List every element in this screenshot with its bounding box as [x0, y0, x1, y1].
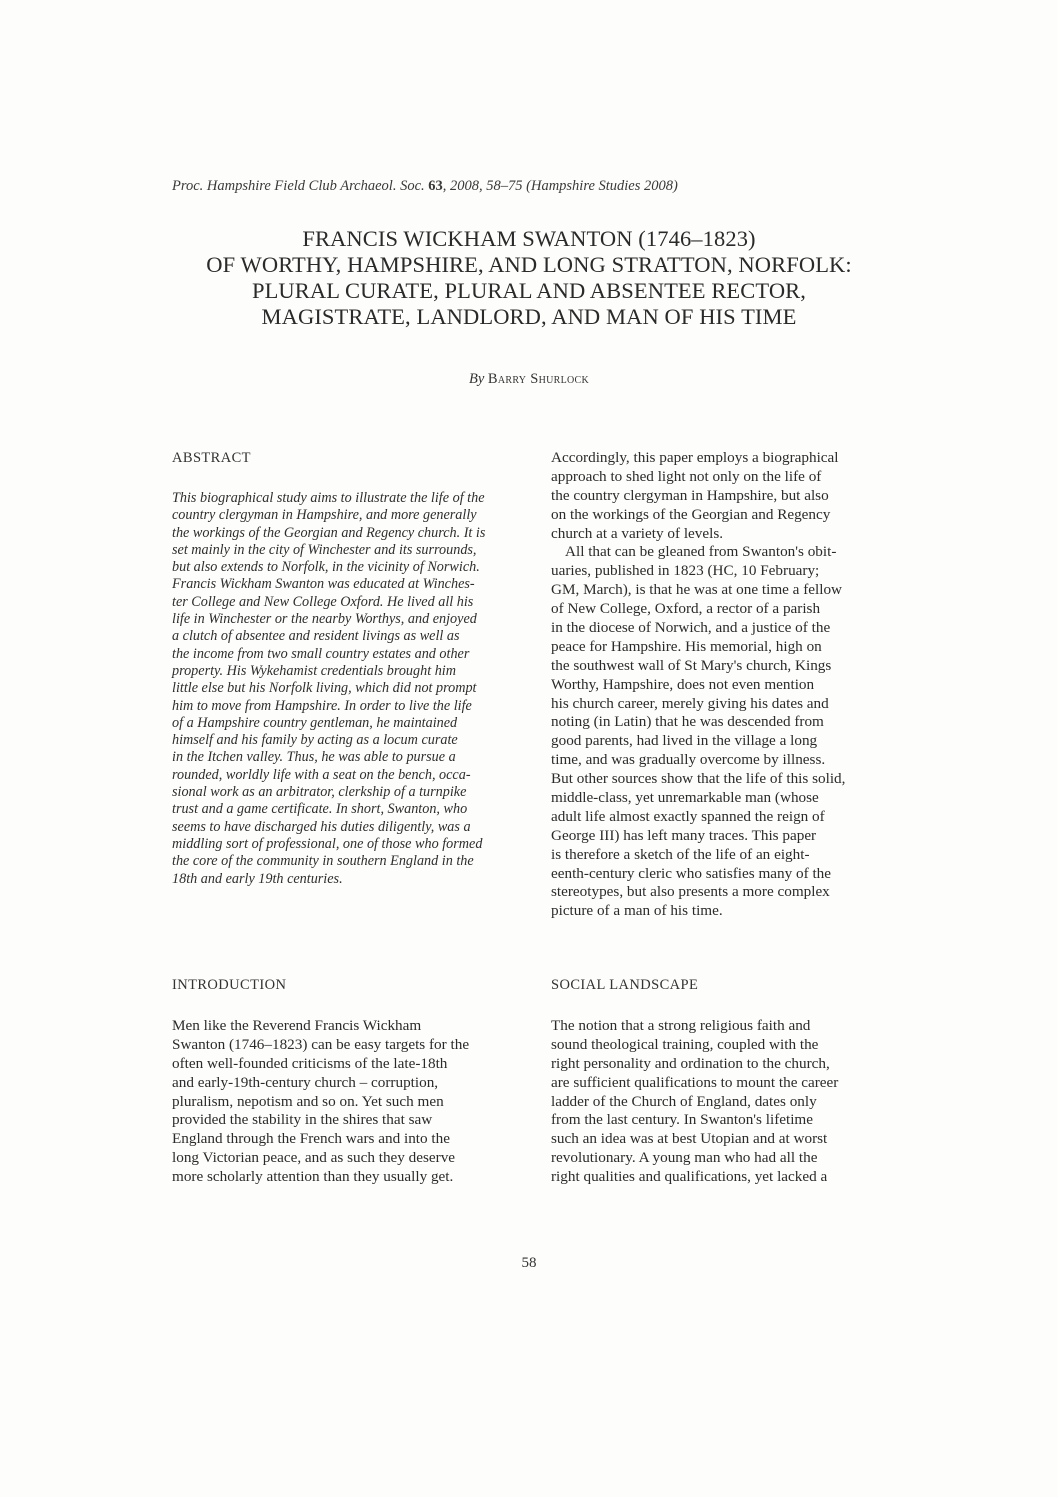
abstract-line: country clergyman in Hampshire, and more generally	[172, 507, 477, 524]
running-head	[172, 178, 932, 195]
body-line: uaries, published in 1823 (HC, 10 February;	[551, 562, 820, 580]
body-line: picture of a man of his time.	[551, 902, 723, 920]
body-line: adult life almost exactly spanned the reign of	[551, 807, 825, 825]
introduction-line: more scholarly attention than they usually get.	[172, 1168, 454, 1186]
title-line: MAGISTRATE, LANDLORD, AND MAN OF HIS TIME	[261, 304, 797, 329]
abstract-heading: ABSTRACT	[172, 450, 251, 466]
social-landscape-line: ladder of the Church of England, dates only	[551, 1092, 817, 1110]
abstract-text	[172, 490, 536, 888]
introduction-line: pluralism, nepotism and so on. Yet such men	[172, 1092, 444, 1110]
running-head-suffix: , 2008, 58–75 (Hampshire Studies 2008)	[442, 178, 678, 194]
body-line: on the workings of the Georgian and Regency	[551, 505, 831, 523]
abstract-line: in the Itchen valley. Thus, he was able to pursue a	[172, 749, 456, 766]
social-landscape-line: right qualities and qualifications, yet lacked a	[551, 1168, 828, 1186]
title-line: OF WORTHY, HAMPSHIRE, AND LONG STRATTON, NORFOLK:	[206, 252, 852, 277]
abstract-line: sional work as an arbitrator, clerkship of a turnpike	[172, 784, 467, 801]
abstract-line: trust and a game certificate. In short, Swanton, who	[172, 801, 468, 818]
social-landscape-line: The notion that a strong religious faith and	[551, 1017, 811, 1034]
abstract-line: the workings of the Georgian and Regency church. It is	[172, 524, 486, 541]
social-landscape-line: are sufficient qualifications to mount the career	[551, 1073, 839, 1091]
body-line: noting (in Latin) that he was descended from	[551, 713, 824, 731]
abstract-line: of a Hampshire country gentleman, he maintained	[172, 714, 458, 731]
body-line: But other sources show that the life of this solid,	[551, 770, 846, 788]
author-name: Barry Shurlock	[487, 371, 590, 387]
page-number: 58	[521, 1255, 537, 1271]
running-head-prefix: Proc. Hampshire Field Club Archaeol. Soc.	[172, 178, 425, 194]
social-landscape-line: sound theological training, coupled with the	[551, 1035, 819, 1053]
title-line: PLURAL CURATE, PLURAL AND ABSENTEE RECTOR,	[251, 278, 807, 303]
body-line: stereotypes, but also presents a more complex	[551, 883, 830, 901]
body-line: GM, March), is that he was at one time a fellow	[551, 581, 843, 599]
body-line: his church career, merely giving his dates and	[551, 694, 829, 712]
body-line: the country clergyman in Hampshire, but also	[551, 486, 829, 504]
abstract-line: 18th and early 19th centuries.	[172, 870, 343, 887]
introduction-line: England through the French wars and into the	[172, 1130, 450, 1148]
introduction-line: long Victorian peace, and as such they deserve	[172, 1149, 456, 1167]
abstract-line: property. His Wykehamist credentials brought him	[172, 662, 456, 679]
body-line: All that can be gleaned from Swanton's obit-	[565, 543, 837, 561]
abstract-line: him to move from Hampshire. In order to live the life	[172, 697, 472, 714]
abstract-line: seems to have discharged his duties diligently, was a	[172, 818, 471, 835]
body-line: good parents, had lived in the village a long	[551, 732, 818, 750]
body-line: of New College, Oxford, a rector of a parish	[551, 600, 821, 618]
title-line: FRANCIS WICKHAM SWANTON (1746–1823)	[302, 226, 756, 251]
body-line: time, and was gradually overcome by illness.	[551, 751, 826, 769]
abstract-line: himself and his family by acting as a locum curate	[172, 732, 458, 749]
social-landscape-text	[551, 1017, 915, 1187]
introduction-line: provided the stability in the shires that saw	[172, 1111, 433, 1129]
body-line: peace for Hampshire. His memorial, high on	[551, 637, 822, 655]
social-landscape-line: such an idea was at best Utopian and at worst	[551, 1130, 828, 1148]
introduction-line: Swanton (1746–1823) can be easy targets for the	[172, 1035, 470, 1053]
introduction-text	[172, 1017, 536, 1187]
abstract-line: the income from two small country estates and other	[172, 645, 470, 662]
abstract-line: a clutch of absentee and resident livings as well as	[172, 628, 460, 645]
body-line: in the diocese of Norwich, and a justice of the	[551, 619, 831, 637]
body-line: Worthy, Hampshire, does not even mention	[551, 675, 815, 693]
social-landscape-line: right personality and ordination to the church,	[551, 1054, 830, 1072]
body-line: church at a variety of levels.	[551, 524, 724, 542]
intro-continued	[551, 449, 915, 921]
social-landscape-heading: SOCIAL LANDSCAPE	[551, 977, 699, 993]
body-line: the southwest wall of St Mary's church, Kings	[551, 656, 832, 674]
byline	[120, 371, 938, 388]
article-title	[120, 226, 938, 330]
body-line: is therefore a sketch of the life of an eight-	[551, 845, 810, 863]
byline-by: By	[468, 371, 485, 387]
abstract-line: middling sort of professional, one of those who formed	[172, 835, 483, 852]
introduction-line: and early-19th-century church – corruption,	[172, 1073, 439, 1091]
body-line: approach to shed light not only on the life of	[551, 467, 822, 485]
introduction-line: Men like the Reverend Francis Wickham	[172, 1017, 422, 1034]
body-line: middle-class, yet unremarkable man (whose	[551, 789, 819, 807]
abstract-line: This biographical study aims to illustrate the life of the	[172, 490, 485, 506]
abstract-line: but also extends to Norfolk, in the vicinity of Norwich.	[172, 559, 480, 576]
social-landscape-line: revolutionary. A young man who had all the	[551, 1149, 818, 1167]
abstract-section	[172, 450, 536, 467]
introduction-line: often well-founded criticisms of the late-18th	[172, 1054, 448, 1072]
abstract-line: little else but his Norfolk living, which did not prompt	[172, 680, 477, 697]
body-line: George III) has left many traces. This paper	[551, 826, 817, 844]
body-line: Accordingly, this paper employs a biographical	[551, 449, 839, 466]
abstract-line: life in Winchester or the nearby Worthys, and enjoyed	[172, 611, 477, 628]
abstract-line: the core of the community in southern England in the	[172, 853, 474, 870]
abstract-line: rounded, worldly life with a seat on the bench, occa-	[172, 766, 471, 783]
body-line: eenth-century cleric who satisfies many of the	[551, 864, 832, 882]
introduction-section	[172, 977, 536, 994]
abstract-line: Francis Wickham Swanton was educated at Winches-	[172, 576, 475, 593]
abstract-line: ter College and New College Oxford. He lived all his	[172, 593, 474, 610]
running-head-volume: 63	[428, 178, 443, 194]
introduction-heading: INTRODUCTION	[172, 977, 287, 993]
social-landscape-line: from the last century. In Swanton's lifetime	[551, 1111, 813, 1129]
abstract-line: set mainly in the city of Winchester and its surrounds,	[172, 541, 477, 558]
social-landscape-section	[551, 977, 915, 994]
